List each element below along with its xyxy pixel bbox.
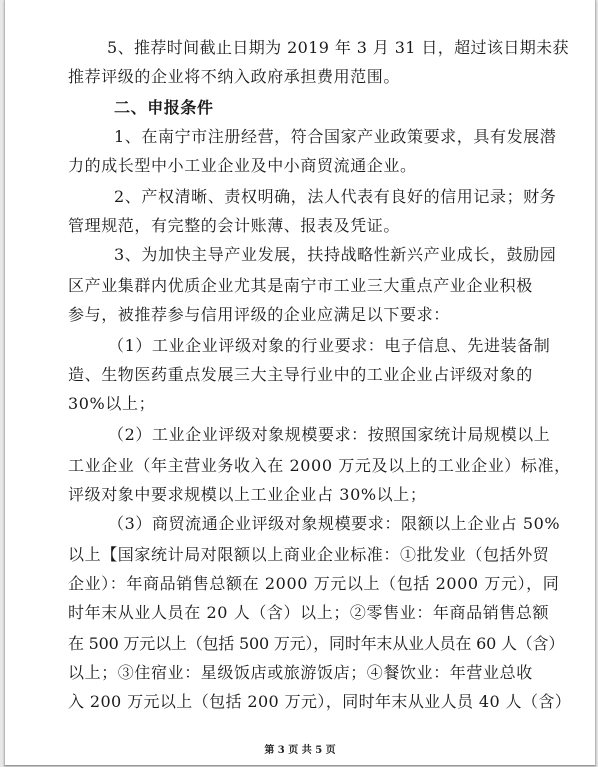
text-line: 以上；③住宿业：星级饭店或旅游饭店；④餐饮业：年营业总收 <box>68 663 533 682</box>
text-line: 造、生物医药重点发展三大主导行业中的工业企业占评级对象的 <box>68 365 533 384</box>
section-heading: 二、申报条件 <box>114 98 214 117</box>
text-line: 推荐评级的企业将不纳入政府承担费用范围。 <box>68 67 401 86</box>
text-line: 入 200 万元以上（包括 200 万元），同时年末从业人员 40 人（含） <box>68 692 572 711</box>
text-line: 5、推荐时间截止日期为 2019 年 3 月 31 日，超过该日期未获 <box>107 38 569 57</box>
text-line: 工业企业（年主营业务收入在 2000 万元及以上的工业企业）标准， <box>68 456 571 475</box>
text-line: 评级对象中要求规模以上工业企业占 30%以上； <box>68 485 427 504</box>
text-line: （2）工业企业评级对象规模要求：按照国家统计局规模以上 <box>108 425 551 444</box>
text-line: 力的成长型中小工业企业及中小商贸流通企业。 <box>68 156 417 175</box>
text-line: 2、产权清晰、责权明确，法人代表有良好的信用记录；财务 <box>114 187 557 206</box>
text-line: 在 500 万元以上（包括 500 万元），同时年末从业人员在 60 人（含） <box>68 634 565 653</box>
text-line: 时年末从业人员在 20 人（含）以上；②零售业：年商品销售总额 <box>68 603 550 622</box>
text-line: （1）工业企业评级对象的行业要求：电子信息、先进装备制 <box>108 336 551 355</box>
text-line: 区产业集群内优质企业尤其是南宁市工业三大重点产业企业积极 <box>68 276 533 295</box>
page-number-footer: 第 3 页 共 5 页 <box>264 745 336 756</box>
text-line: 30%以上； <box>68 394 156 413</box>
text-line: （3）商贸流通企业评级对象规模要求：限额以上企业占 50% <box>108 514 561 533</box>
text-line: 3、为加快主导产业发展，扶持战略性新兴产业成长，鼓励园 <box>114 245 557 264</box>
text-line: 参与，被推荐参与信用评级的企业应满足以下要求： <box>68 305 450 324</box>
text-line: 以上【国家统计局对限额以上商业企业标准：①批发业（包括外贸 <box>68 545 550 564</box>
text-line: 企业）：年商品销售总额在 2000 万元以上（包括 2000 万元），同 <box>68 574 560 593</box>
document-page <box>4 0 596 766</box>
text-line: 管理规范，有完整的会计账薄、报表及凭证。 <box>68 216 401 235</box>
text-line: 1、在南宁市注册经营，符合国家产业政策要求，具有发展潜 <box>114 127 557 146</box>
